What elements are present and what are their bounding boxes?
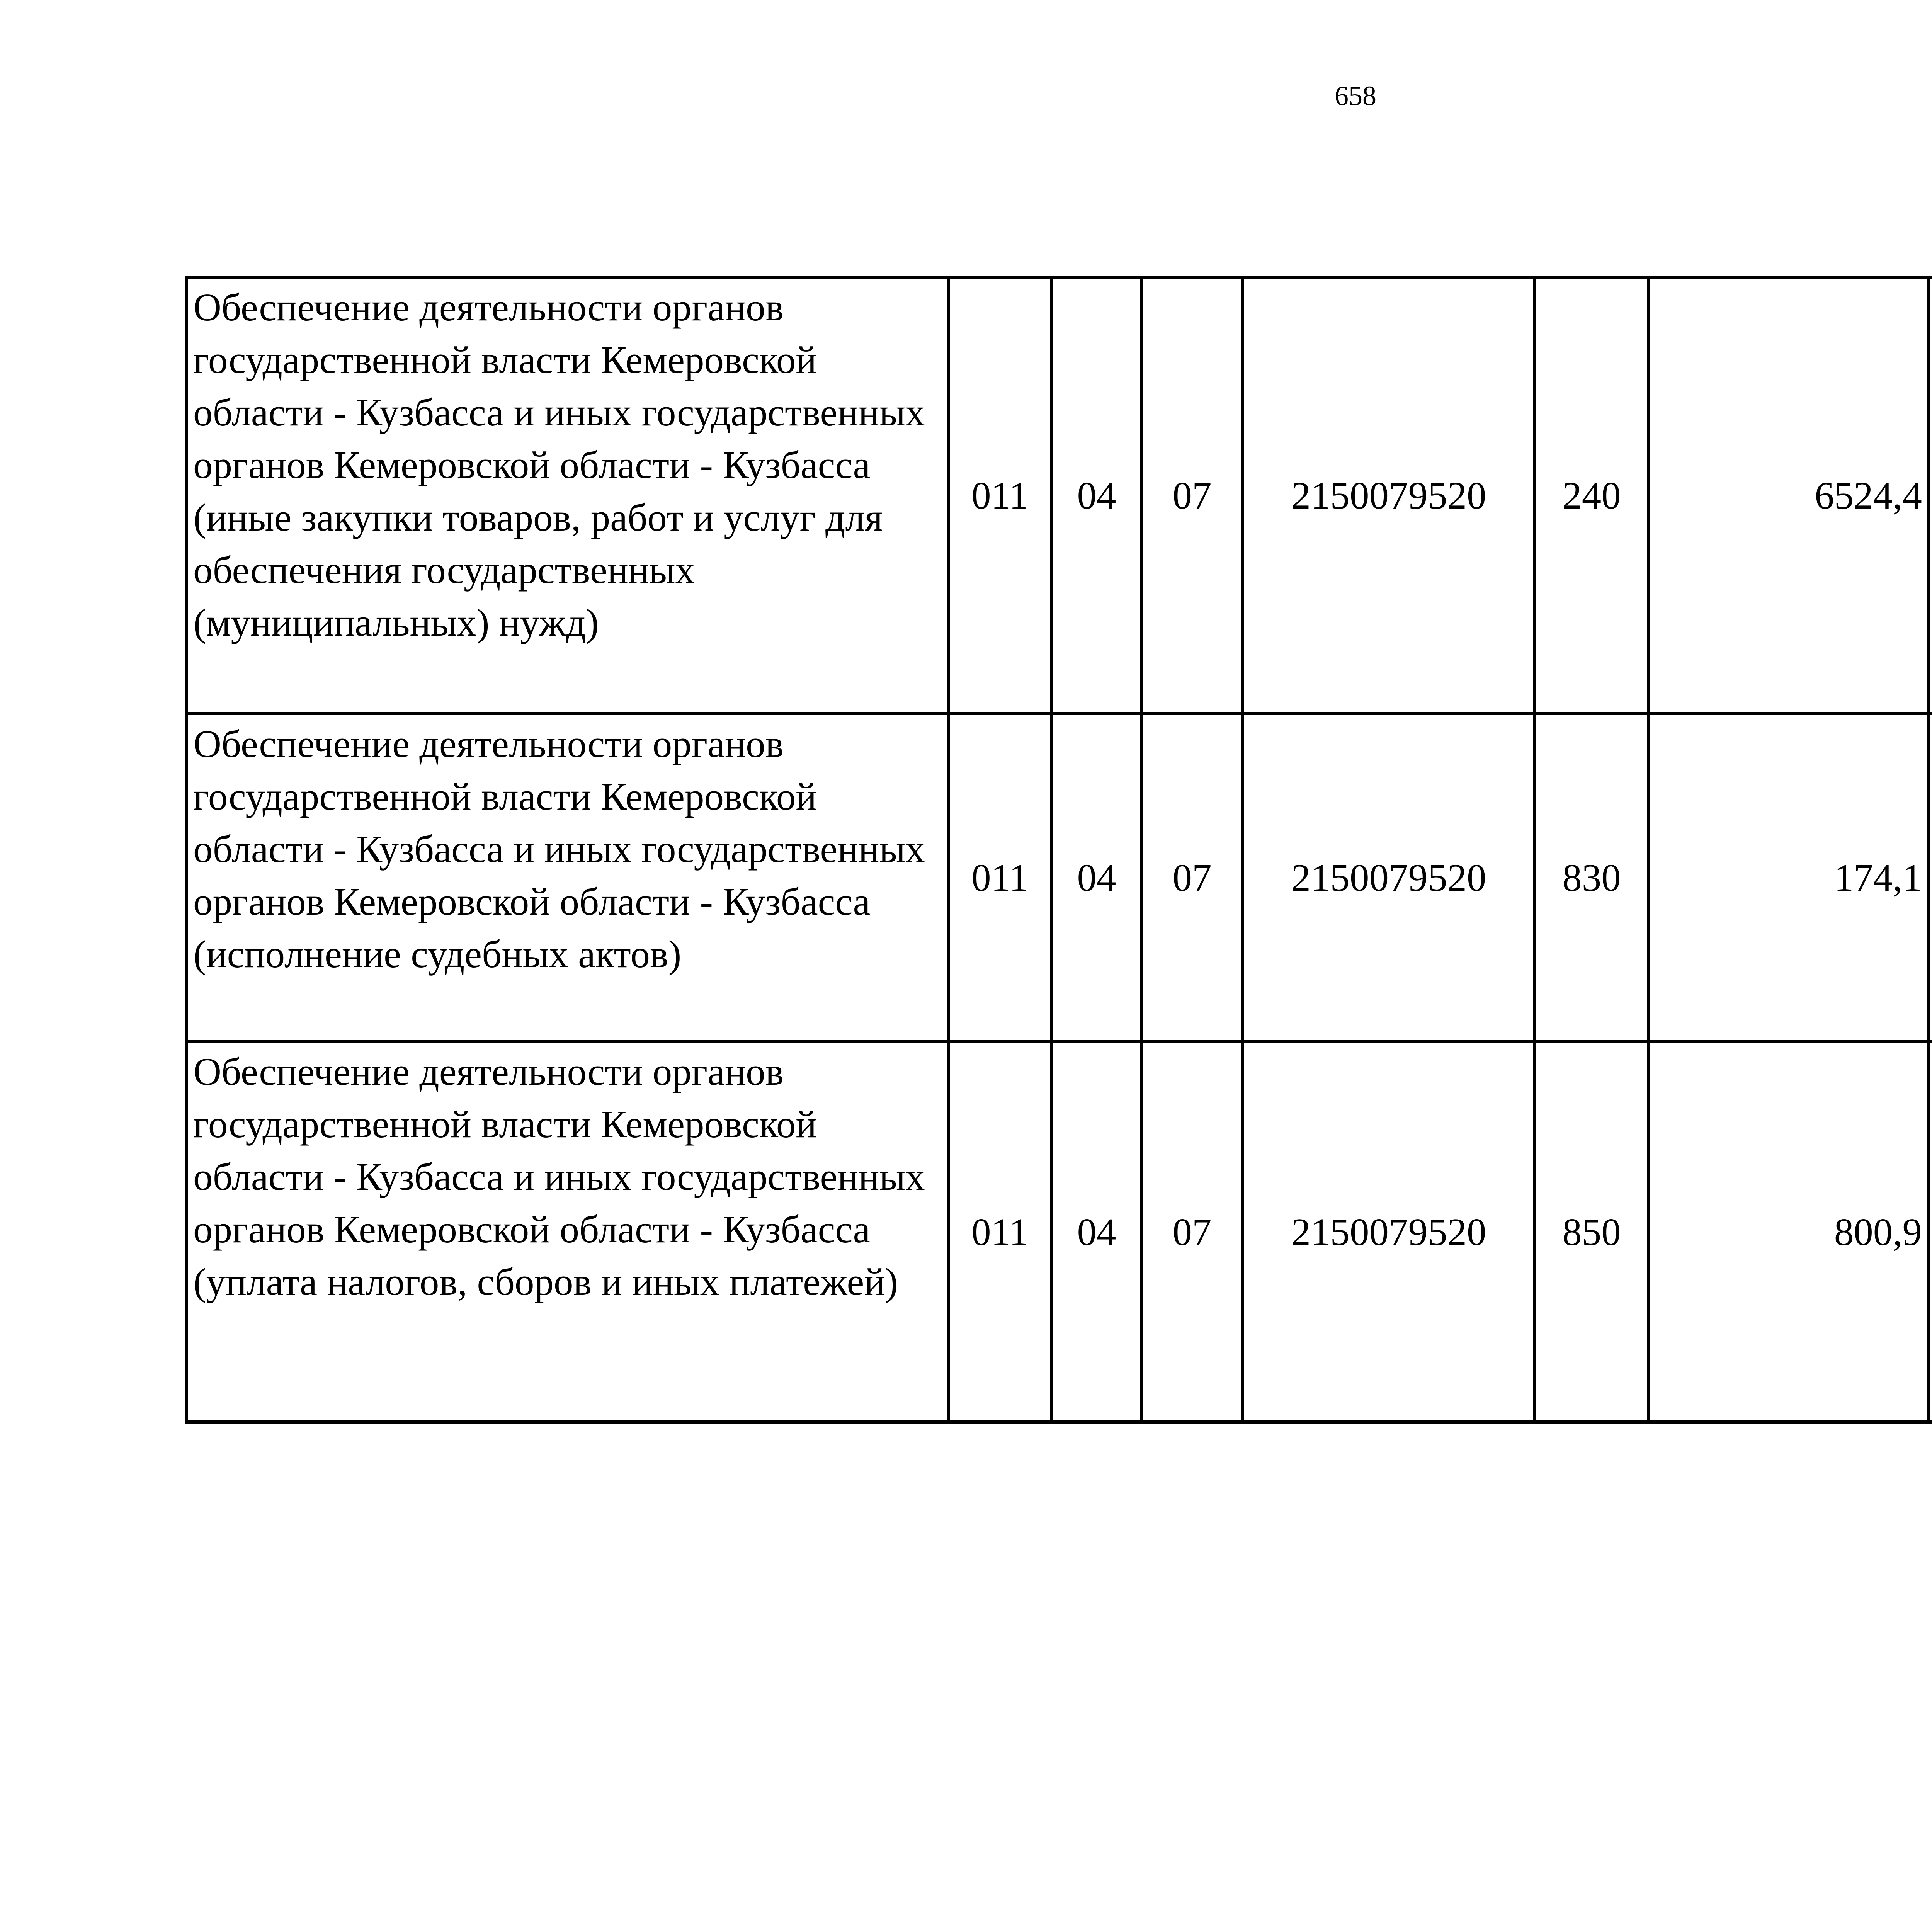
target-article-code: 2150079520 <box>1243 714 1535 1041</box>
target-article-code: 2150079520 <box>1243 277 1535 714</box>
amount-2 <box>1929 714 1932 1041</box>
section-code: 04 <box>1052 277 1141 714</box>
table-row <box>186 1041 1932 1422</box>
subsection-code: 07 <box>1141 714 1243 1041</box>
page-number: 658 <box>1335 80 1376 111</box>
amount-1: 800,9 <box>1648 1041 1929 1422</box>
amount-1: 6524,4 <box>1648 277 1929 714</box>
ministry-code: 011 <box>948 714 1052 1041</box>
section-code: 04 <box>1052 714 1141 1041</box>
row-description: Обеспечение деятельности органов государственной власти Кемеровской области - Кузбасса и иных государственных органов Кемеровской области - Кузбасса (исполнение судебных актов) <box>186 714 948 1041</box>
amount-2 <box>1929 277 1932 714</box>
amount-1: 174,1 <box>1648 714 1929 1041</box>
row-description: Обеспечение деятельности органов государственной власти Кемеровской области - Кузбасса и иных государственных органов Кемеровской области - Кузбасса (иные закупки товаров, работ и услуг для обеспечения государственных (муниципальных) нужд) <box>186 277 948 714</box>
expense-type-code: 850 <box>1535 1041 1648 1422</box>
table-row <box>186 714 1932 1041</box>
row-description: Обеспечение деятельности органов государственной власти Кемеровской области - Кузбасса и иных государственных органов Кемеровской области - Кузбасса (уплата налогов, сборов и иных платежей) <box>186 1041 948 1422</box>
subsection-code: 07 <box>1141 1041 1243 1422</box>
expense-type-code: 830 <box>1535 714 1648 1041</box>
target-article-code: 2150079520 <box>1243 1041 1535 1422</box>
expense-type-code: 240 <box>1535 277 1648 714</box>
table-row <box>186 277 1932 714</box>
amount-2 <box>1929 1041 1932 1422</box>
ministry-code: 011 <box>948 1041 1052 1422</box>
section-code: 04 <box>1052 1041 1141 1422</box>
subsection-code: 07 <box>1141 277 1243 714</box>
budget-table <box>185 276 1932 1424</box>
ministry-code: 011 <box>948 277 1052 714</box>
